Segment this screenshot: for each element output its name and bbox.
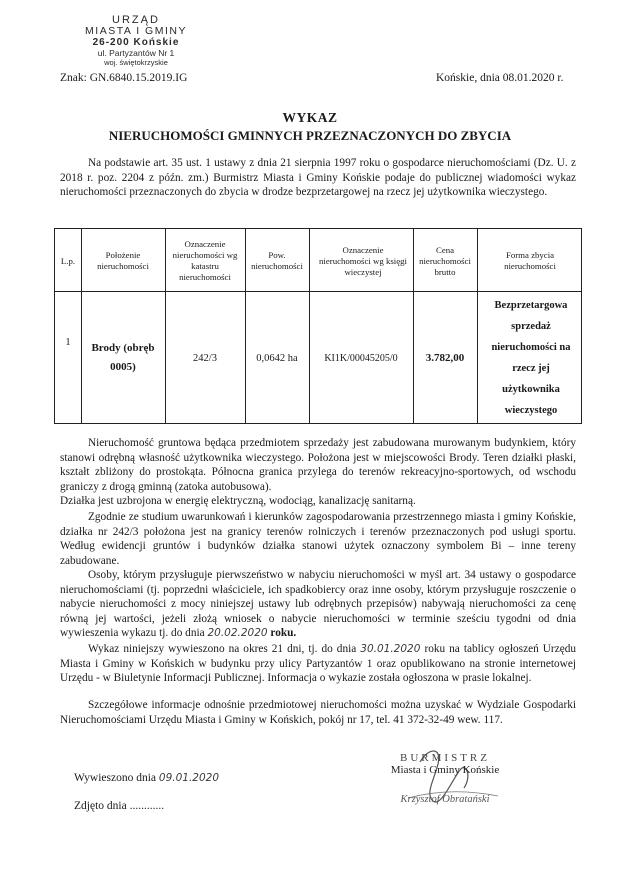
stamp-line-5: woj. świętokrzyskie — [104, 58, 168, 67]
paragraph-contact — [60, 698, 576, 727]
cell-location: Brody (obręb 0005) — [91, 342, 155, 373]
cell-area: 0,0642 ha — [256, 352, 298, 364]
property-table — [54, 228, 582, 424]
removed-line — [74, 800, 164, 812]
description-text: Nieruchomość gruntowa będąca przedmiotem sprzedaży jest zabudowana murowanym budynkiem, który stanowi odrębną własność użytkownika wieczystego. Położona jest w miejscowości Brody. Teren działki płaski, kształt zbliżony do prostokąta. Północna granica przylega do terenów rekreacyjno-sportowych, od wschodu graniczy z drogą gminną (zatoka autobusowa). — [60, 437, 576, 493]
cell-cadastre: 242/3 — [193, 352, 217, 364]
signatory-name: Krzysztof Obratański — [400, 794, 490, 805]
posting-text-a: Wykaz niniejszy wywieszono na okres 21 dni, tj. do dnia — [88, 643, 357, 655]
priority-end: roku. — [270, 627, 297, 640]
signatory-office: Miasta i Gminy Końskie — [390, 764, 500, 776]
intro-text: Na podstawie art. 35 ust. 1 ustawy z dnia 21 sierpnia 1997 roku o gospodarce nieruchomościami (Dz. U. z 2018 r. poz. 2204 z późn. zm.) Burmistrz Miasta i Gminy Końskie podaje do publicznej wiadomości wykaz nieruchomości przeznaczonych do zbycia w drodze bezprzetargowej na rzecz jej użytkownika wieczystego. — [60, 157, 576, 199]
posting-text-b: roku na tablicy ogłoszeń Urzędu Miasta i Gminy w Końskich w budynku przy ulicy Partyzantów 1 oraz opublikowano na stronie internetowej Urzędu - w Biuletynie Informacji Publicznej. Informacja o wykazie została ogłoszona w prasie lokalnej. — [60, 643, 577, 685]
posted-date-handwritten: 09.01.2020 — [158, 772, 220, 784]
cell-land-register: KI1K/00045205/0 — [324, 352, 398, 364]
header-price: Cena nieruchomości brutto — [419, 244, 471, 277]
zoning-text: Zgodnie ze studium uwarunkowań i kierunków zagospodarowania przestrzennego miasta i gminy Końskie, działka nr 242/3 położona jest na granicy terenów rolniczych i terenów przeznaczonych pod usługi sportu. Według ewidencji gruntów i budynków działka stanowi użytek oznaczony symbolem Bi – inne tereny zabudowane. — [60, 511, 576, 567]
header-area: Pow. nieruchomości — [251, 250, 303, 271]
posted-label: Wywieszono dnia — [74, 772, 157, 784]
office-stamp — [66, 14, 206, 67]
signatory-block — [370, 752, 520, 805]
cell-lp: 1 — [65, 337, 71, 348]
removed-label: Zdjęto dnia — [74, 800, 127, 812]
place-and-date: Końskie, dnia 08.01.2020 r. — [436, 72, 564, 84]
cell-price: 3.782,00 — [425, 351, 465, 364]
priority-text: Osoby, którym przysługuje pierwszeństwo w nabyciu nieruchomości w myśl art. 34 ustawy o gospodarce nieruchomościami (tj. poprzedni właściciele, ich spadkobiercy oraz inne osoby, którym przysługuje roszczenie o nabycie nieruchomości z mocy niniejszej ustawy lub odrębnych przepisów) nabywają nieruchomości za cenę równą jej wartości, jeżeli złożą wniosek o nabycie nieruchomości w terminie sześciu tygodni od dnia wywieszenia wykazu tj. do dnia — [60, 569, 576, 640]
header-sale-form: Forma zbycia nieruchomości — [504, 250, 556, 271]
header-location: Położenie nieruchomości — [97, 250, 149, 271]
case-reference: Znak: GN.6840.15.2019.IG — [60, 72, 188, 84]
signatory-title: BURMISTRZ — [400, 752, 490, 764]
paragraph-zoning — [60, 510, 576, 568]
cell-sale-form: Bezprzetargowa sprzedaż nieruchomości na rzecz jej użytkownika wieczystego — [491, 300, 571, 416]
stamp-line-4: ul. Partyzantów Nr 1 — [97, 48, 175, 58]
paragraph-priority — [60, 568, 576, 641]
contact-text: Szczegółowe informacje odnośnie przedmiotowej nieruchomości można uzyskać w Wydziale Gospodarki Nieruchomościami Urzędu Miasta i Gminy w Końskich, pokój nr 17, tel. 41 372-32-49 wew. 117. — [60, 699, 576, 726]
paragraph-utilities: Działka jest uzbrojona w energię elektryczną, wodociąg, kanalizację sanitarną. — [60, 495, 416, 507]
intro-paragraph — [60, 156, 576, 200]
header-land-register: Oznaczenie nieruchomości wg księgi wieczystej — [319, 244, 407, 277]
stamp-line-2: MIASTA I GMINY — [85, 25, 187, 37]
paragraph-posting — [60, 642, 576, 686]
removed-dots: ............ — [129, 800, 165, 812]
document-title: WYKAZ — [282, 110, 338, 125]
posting-until-handwritten: 30.01.2020 — [360, 643, 421, 655]
header-lp: L.p. — [60, 255, 76, 266]
posted-line — [74, 772, 219, 784]
header-cadastre: Oznaczenie nieruchomości wg katastru nieruchomości — [172, 239, 238, 282]
stamp-line-3: 26-200 Końskie — [92, 37, 180, 48]
priority-deadline-handwritten: 20.02.2020 — [207, 627, 268, 640]
paragraph-description — [60, 436, 576, 494]
document-subtitle: NIERUCHOMOŚCI GMINNYCH PRZEZNACZONYCH DO ZBYCIA — [108, 128, 512, 143]
stamp-line-1: URZĄD — [112, 14, 160, 26]
